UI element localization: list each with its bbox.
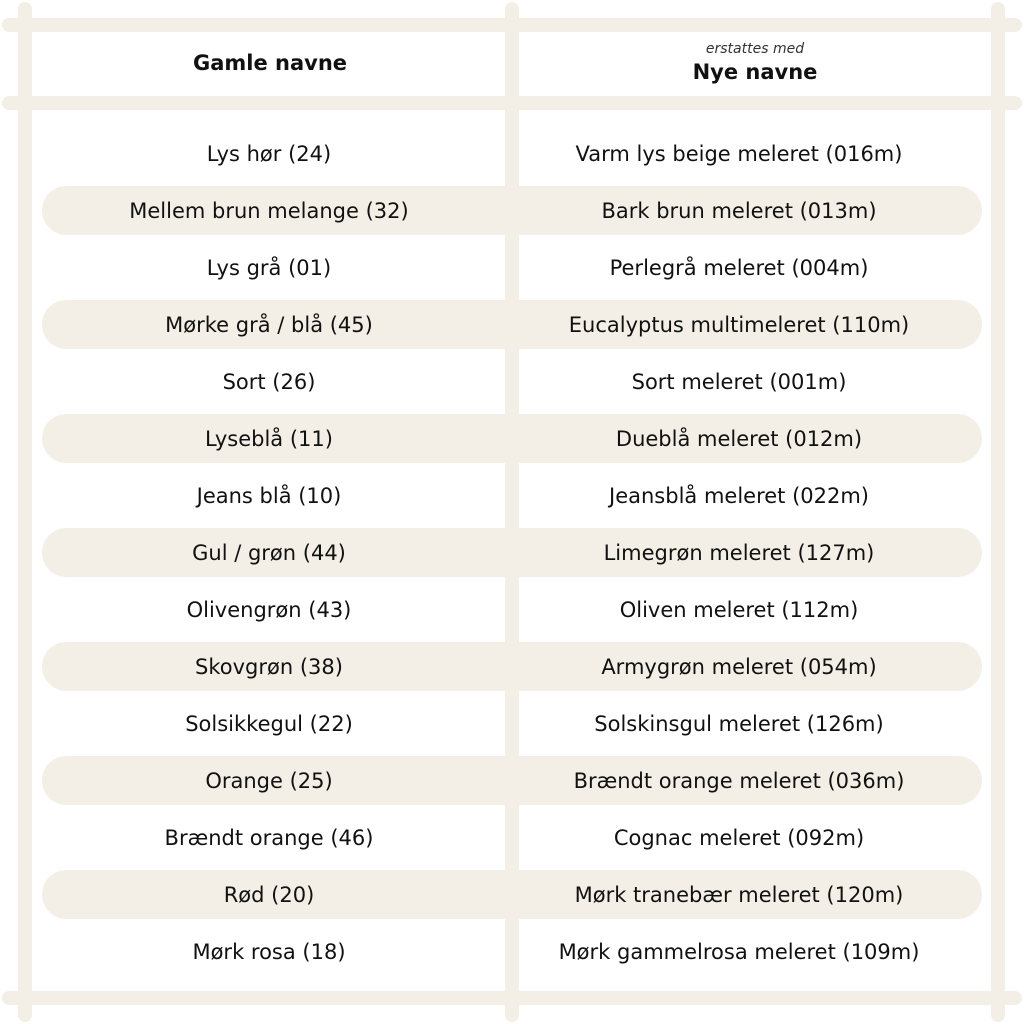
old-names-title: Gamle navne	[192, 51, 348, 75]
new-name-cell: Jeansblå meleret (022m)	[609, 483, 869, 508]
old-name-cell: Rød (20)	[223, 882, 315, 907]
table-row	[42, 524, 982, 581]
new-name-cell: Sort meleret (001m)	[631, 369, 847, 394]
table-row	[42, 923, 982, 980]
new-name-cell: Dueblå meleret (012m)	[615, 426, 863, 451]
old-name-cell: Skovgrøn (38)	[195, 654, 343, 679]
old-name-cell: Mørk rosa (18)	[192, 939, 346, 964]
new-names-subtitle: erstattes med	[705, 41, 805, 57]
new-names-title: Nye navne	[692, 60, 818, 84]
right-border-line	[991, 2, 1005, 1022]
table-row	[42, 581, 982, 638]
table-row	[42, 866, 982, 923]
old-name-cell: Lys hør (24)	[206, 141, 332, 166]
old-names-header	[30, 30, 510, 96]
old-name-cell: Brændt orange (46)	[164, 825, 374, 850]
table-row	[42, 182, 982, 239]
old-name-cell: Mellem brun melange (32)	[129, 198, 409, 223]
old-name-cell: Olivengrøn (43)	[186, 597, 352, 622]
table-row	[42, 809, 982, 866]
old-name-cell: Sort (26)	[222, 369, 316, 394]
left-border-line	[18, 2, 32, 1022]
old-name-cell: Lys grå (01)	[206, 255, 332, 280]
new-name-cell: Oliven meleret (112m)	[619, 597, 859, 622]
table-row	[42, 353, 982, 410]
new-name-cell: Eucalyptus multimeleret (110m)	[568, 312, 910, 337]
name-mapping-table	[42, 125, 982, 980]
new-name-cell: Brændt orange meleret (036m)	[573, 768, 905, 793]
table-row	[42, 752, 982, 809]
new-name-cell: Cognac meleret (092m)	[613, 825, 865, 850]
new-name-cell: Varm lys beige meleret (016m)	[575, 141, 903, 166]
old-name-cell: Solsikkegul (22)	[185, 711, 353, 736]
new-name-cell: Armygrøn meleret (054m)	[601, 654, 877, 679]
new-names-header	[518, 30, 992, 96]
old-name-cell: Jeans blå (10)	[196, 483, 342, 508]
old-name-cell: Orange (25)	[205, 768, 333, 793]
table-row	[42, 638, 982, 695]
new-name-cell: Mørk gammelrosa meleret (109m)	[558, 939, 920, 964]
old-name-cell: Mørke grå / blå (45)	[165, 312, 373, 337]
new-name-cell: Mørk tranebær meleret (120m)	[574, 882, 904, 907]
old-name-cell: Lyseblå (11)	[205, 426, 333, 451]
table-row	[42, 467, 982, 524]
table-row	[42, 410, 982, 467]
table-row	[42, 296, 982, 353]
new-name-cell: Perlegrå meleret (004m)	[609, 255, 869, 280]
old-name-cell: Gul / grøn (44)	[192, 540, 346, 565]
new-name-cell: Solskinsgul meleret (126m)	[594, 711, 884, 736]
table-row	[42, 695, 982, 752]
table-row	[42, 239, 982, 296]
new-name-cell: Bark brun meleret (013m)	[601, 198, 877, 223]
new-name-cell: Limegrøn meleret (127m)	[603, 540, 875, 565]
table-row	[42, 125, 982, 182]
